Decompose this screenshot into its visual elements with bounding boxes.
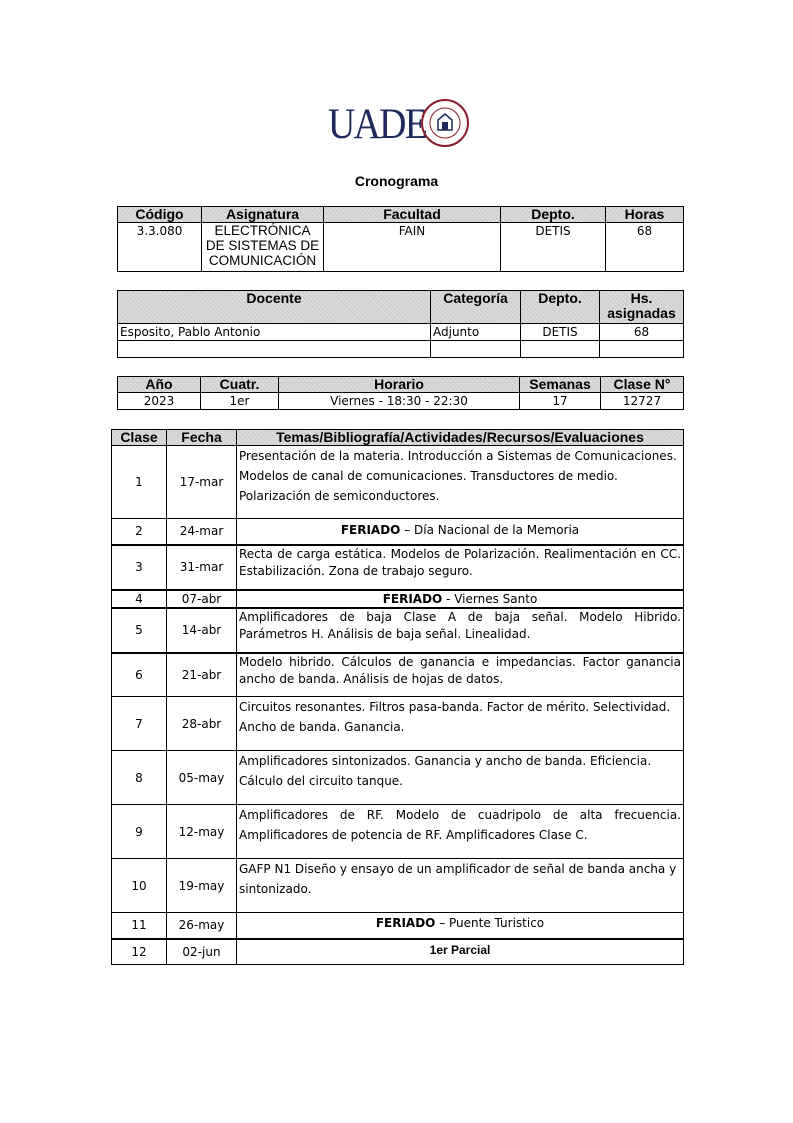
course-hours: 68	[606, 223, 684, 272]
header-hs-asignadas: Hs. asignadas	[600, 291, 684, 324]
class-date: 02-jun	[167, 939, 237, 965]
class-topic: Amplificadores sintonizados. Ganancia y ancho de banda. Eficiencia. Cálculo del circuito tanque.	[237, 751, 684, 805]
class-date: 31-mar	[167, 545, 237, 590]
header-facultad: Facultad	[324, 207, 501, 223]
class-number: 4	[112, 590, 167, 608]
schedule-table	[117, 376, 684, 410]
uade-logo	[326, 96, 471, 154]
table-row	[112, 446, 684, 519]
class-number: 11	[112, 913, 167, 939]
class-date: 21-abr	[167, 653, 237, 697]
class-number: 10	[112, 859, 167, 913]
class-date: 07-abr	[167, 590, 237, 608]
class-number: 1	[112, 446, 167, 519]
table-row	[112, 519, 684, 545]
logo-text: UADE	[328, 101, 427, 148]
table-row	[112, 608, 684, 653]
class-number: 3	[112, 545, 167, 590]
holiday-name: – Puente Turistico	[435, 916, 545, 930]
table-row	[112, 653, 684, 697]
class-topic: Modelo hibrido. Cálculos de ganancia e impedancias. Factor ganancia ancho de banda. Análisis de hojas de datos.	[237, 653, 684, 697]
holiday-label: FERIADO	[382, 591, 443, 606]
table-row	[112, 913, 684, 939]
staff-empty-cell	[431, 341, 521, 358]
table-row	[112, 859, 684, 913]
header-asignatura: Asignatura	[202, 207, 324, 223]
table-row	[112, 751, 684, 805]
staff-empty-cell	[600, 341, 684, 358]
course-code: 3.3.080	[118, 223, 202, 272]
page-title: Cronograma	[354, 173, 439, 189]
schedule-time: Viernes - 18:30 - 22:30	[279, 393, 520, 410]
holiday-name: – Día Nacional de la Memoria	[400, 523, 580, 537]
header-codigo: Código	[118, 207, 202, 223]
table-row	[112, 590, 684, 608]
header-depto: Depto.	[501, 207, 606, 223]
class-number: 2	[112, 519, 167, 545]
staff-table	[117, 290, 684, 358]
header-cuatr: Cuatr.	[201, 377, 279, 393]
table-row	[112, 545, 684, 590]
course-faculty: FAIN	[324, 223, 501, 272]
schedule-term: 1er	[201, 393, 279, 410]
course-dept: DETIS	[501, 223, 606, 272]
staff-name: Esposito, Pablo Antonio	[118, 324, 431, 341]
staff-dept: DETIS	[521, 324, 600, 341]
class-number: 9	[112, 805, 167, 859]
class-date: 24-mar	[167, 519, 237, 545]
class-date: 17-mar	[167, 446, 237, 519]
staff-empty-cell	[118, 341, 431, 358]
class-date: 19-may	[167, 859, 237, 913]
class-topic: Recta de carga estática. Modelos de Polarización. Realimentación en CC. Estabilización. Zona de trabajo seguro.	[237, 545, 684, 590]
class-topic	[237, 913, 684, 939]
header-temas: Temas/Bibliografía/Actividades/Recursos/Evaluaciones	[237, 430, 684, 446]
header-categoria: Categoría	[431, 291, 521, 324]
classes-table	[111, 429, 684, 965]
class-topic	[237, 939, 684, 965]
class-date: 12-may	[167, 805, 237, 859]
header-clase: Clase	[112, 430, 167, 446]
schedule-year: 2023	[118, 393, 201, 410]
schedule-class-number: 12727	[601, 393, 684, 410]
course-name: ELECTRÓNICA DE SISTEMAS DE COMUNICACIÓN	[202, 223, 324, 272]
header-ano: Año	[118, 377, 201, 393]
class-topic: Circuitos resonantes. Filtros pasa-banda. Factor de mérito. Selectividad. Ancho de banda. Ganancia.	[237, 697, 684, 751]
staff-empty-cell	[521, 341, 600, 358]
course-table	[117, 206, 684, 272]
holiday-label: FERIADO	[340, 523, 401, 537]
class-number: 5	[112, 608, 167, 653]
table-row	[112, 805, 684, 859]
class-number: 12	[112, 939, 167, 965]
class-topic	[237, 519, 684, 545]
class-topic: GAFP N1 Diseño y ensayo de un amplificador de señal de banda ancha y sintonizado.	[237, 859, 684, 913]
class-date: 28-abr	[167, 697, 237, 751]
class-number: 8	[112, 751, 167, 805]
header-clase-numero: Clase N°	[601, 377, 684, 393]
holiday-name: - Viernes Santo	[442, 591, 538, 606]
header-docente: Docente	[118, 291, 431, 324]
class-date: 26-may	[167, 913, 237, 939]
staff-category: Adjunto	[431, 324, 521, 341]
table-row	[112, 697, 684, 751]
class-number: 7	[112, 697, 167, 751]
exam-label: 1er Parcial	[429, 942, 491, 957]
class-date: 14-abr	[167, 608, 237, 653]
class-number: 6	[112, 653, 167, 697]
class-topic	[237, 590, 684, 608]
class-topic: Presentación de la materia. Introducción a Sistemas de Comunicaciones. Modelos de canal de comunicaciones. Transductores de medio. Polarización de semiconductores.	[237, 446, 684, 519]
class-date: 05-may	[167, 751, 237, 805]
header-semanas: Semanas	[520, 377, 601, 393]
header-horas: Horas	[606, 207, 684, 223]
staff-hours: 68	[600, 324, 684, 341]
header-fecha: Fecha	[167, 430, 237, 446]
class-topic: Amplificadores de baja Clase A de baja señal. Modelo Hibrido. Parámetros H. Análisis de baja señal. Linealidad.	[237, 608, 684, 653]
class-topic: Amplificadores de RF. Modelo de cuadripolo de alta frecuencia. Amplificadores de potencia de RF. Amplificadores Clase C.	[237, 805, 684, 859]
table-row	[112, 939, 684, 965]
header-depto: Depto.	[521, 291, 600, 324]
schedule-weeks: 17	[520, 393, 601, 410]
university-seal-icon	[420, 98, 470, 148]
header-horario: Horario	[279, 377, 520, 393]
holiday-label: FERIADO	[375, 916, 436, 930]
